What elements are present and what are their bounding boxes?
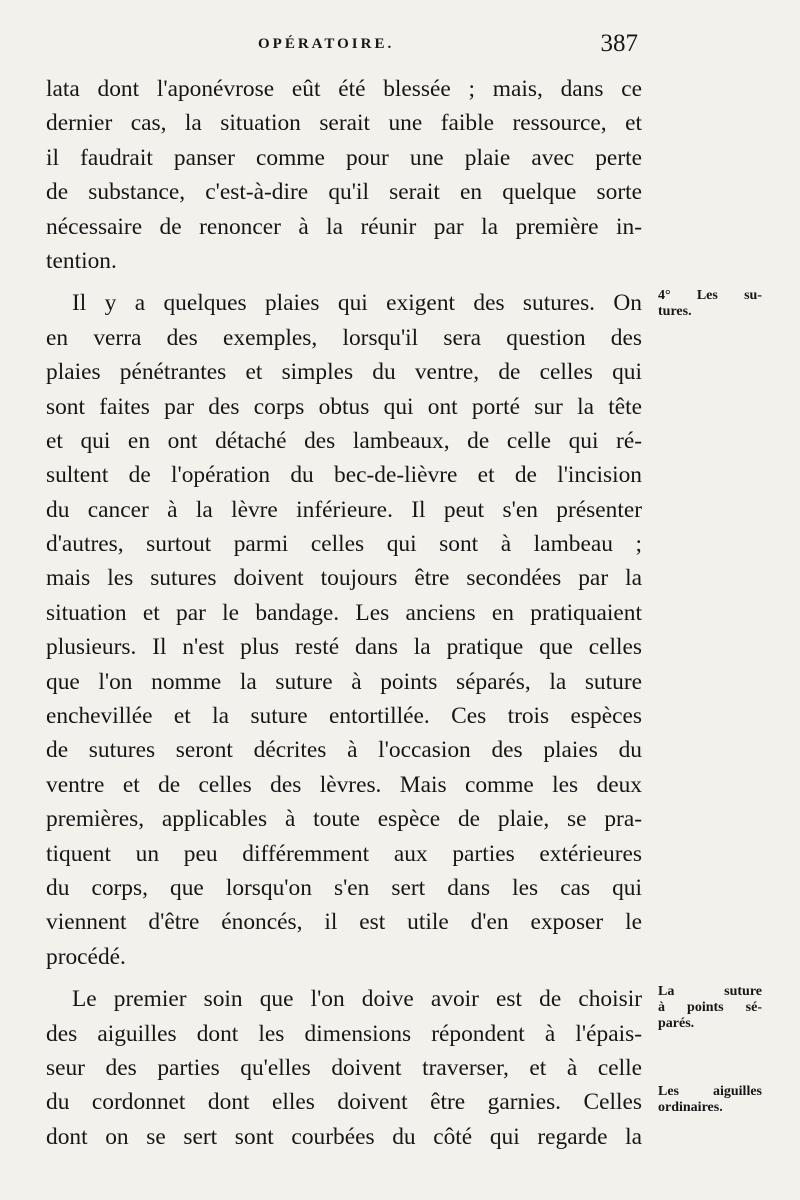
- text-line: premières, applicables à toute espèce de plaie, se pra-: [46, 806, 642, 833]
- paragraph: [46, 286, 642, 974]
- text-line: sultent de l'opération du bec-de-lièvre et de l'incision: [46, 462, 642, 489]
- text-line: viennent d'être énoncés, il est utile d'en exposer le: [46, 909, 642, 936]
- margin-note-line: ordinaires.: [658, 1100, 723, 1115]
- text-line: dont on se sert sont courbées du côté qui regarde la: [46, 1123, 642, 1150]
- text-line: sont faites par des corps obtus qui ont porté sur la tête: [46, 393, 642, 420]
- text-line: du corps, que lorsqu'on s'en sert dans les cas qui: [46, 874, 642, 901]
- margin-note: [658, 288, 762, 320]
- text-line: des aiguilles dont les dimensions répondent à l'épais-: [46, 1020, 642, 1047]
- text-line: en verra des exemples, lorsqu'il sera question des: [46, 324, 642, 351]
- paragraph: [46, 72, 642, 278]
- text-line: situation et par le bandage. Les anciens en pratiquaient: [46, 599, 642, 626]
- text-line: tiquent un peu différemment aux parties extérieures: [46, 840, 642, 867]
- text-line: du cordonnet dont elles doivent être garnies. Celles: [46, 1089, 642, 1116]
- running-head: OPÉRATOIRE.: [258, 36, 395, 52]
- margin-note-line: tures.: [658, 304, 692, 319]
- text-line: Il y a quelques plaies qui exigent des sutures. On: [72, 290, 642, 317]
- text-line: seur des parties qu'elles doivent traverser, et à celle: [46, 1054, 642, 1081]
- text-line: mais les sutures doivent toujours être secondées par la: [46, 565, 642, 592]
- body-text: [46, 72, 642, 1154]
- text-line: du cancer à la lèvre inférieure. Il peut s'en présenter: [46, 496, 642, 523]
- text-line: procédé.: [46, 943, 126, 970]
- margin-note-line: Les aiguilles: [658, 1084, 762, 1099]
- text-line: que l'on nomme la suture à points séparés, la suture: [46, 668, 642, 695]
- text-line: Le premier soin que l'on doive avoir est de choisir: [72, 986, 642, 1013]
- text-line: enchevillée et la suture entortillée. Ces trois espèces: [46, 703, 642, 730]
- text-line: plaies pénétrantes et simples du ventre, de celles qui: [46, 359, 642, 386]
- margin-note: [658, 984, 762, 1032]
- page-number: 387: [600, 30, 638, 57]
- text-line: ventre et de celles des lèvres. Mais comme les deux: [46, 771, 642, 798]
- text-line: et qui en ont détaché des lambeaux, de celle qui ré-: [46, 427, 642, 454]
- page-header: [44, 30, 640, 60]
- margin-note-line: La suture: [658, 984, 762, 999]
- text-line: de sutures seront décrites à l'occasion des plaies du: [46, 737, 642, 764]
- margin-note-line: 4° Les su-: [658, 288, 762, 303]
- text-line: lata dont l'aponévrose eût été blessée ; mais, dans ce: [46, 76, 642, 102]
- text-line: nécessaire de renoncer à la réunir par la première in-: [46, 213, 642, 240]
- text-line: il faudrait panser comme pour une plaie avec perte: [46, 144, 642, 171]
- paragraph: [46, 982, 642, 1154]
- text-line: plusieurs. Il n'est plus resté dans la pratique que celles: [46, 634, 642, 661]
- margin-note-line: à points sé-: [658, 1000, 762, 1015]
- text-line: tention.: [46, 247, 117, 274]
- text-line: d'autres, surtout parmi celles qui sont à lambeau ;: [46, 531, 642, 558]
- margin-note: [658, 1084, 762, 1116]
- text-line: dernier cas, la situation serait une faible ressource, et: [46, 110, 642, 137]
- margin-note-line: parés.: [658, 1016, 695, 1031]
- text-line: de substance, c'est-à-dire qu'il serait en quelque sorte: [46, 179, 642, 206]
